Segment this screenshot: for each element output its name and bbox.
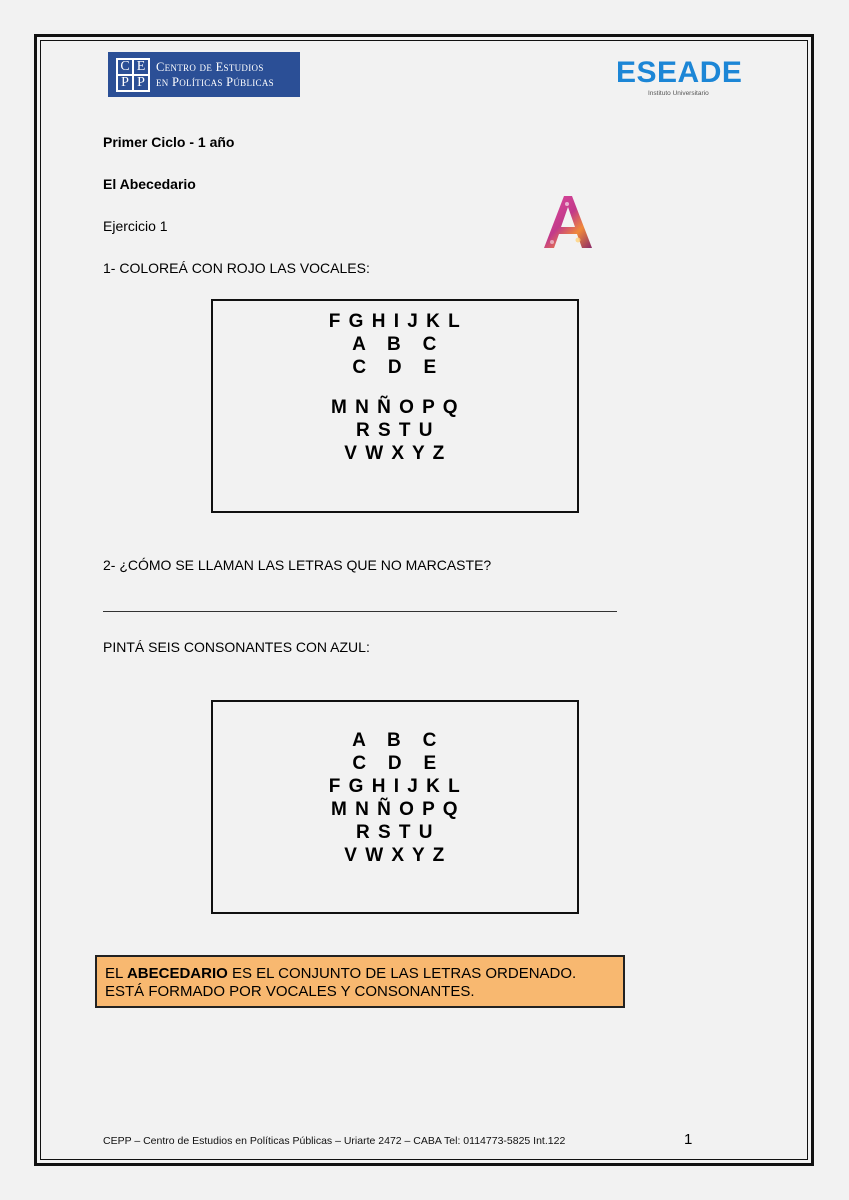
exercise-label: Ejercicio 1 bbox=[103, 218, 168, 234]
letter-row: C D E bbox=[352, 357, 438, 378]
eseade-logo-subtitle: Instituto Universitario bbox=[648, 90, 709, 97]
letters-box-2 bbox=[211, 700, 579, 914]
cepp-logo-line1: Centro de Estudios bbox=[156, 59, 264, 74]
question-2-prompt: 2- ¿CÓMO SE LLAMAN LAS LETRAS QUE NO MARCASTE? bbox=[103, 557, 492, 573]
topic-title: El Abecedario bbox=[103, 176, 196, 192]
cepp-letter: E bbox=[133, 59, 149, 75]
answer-line[interactable] bbox=[103, 611, 617, 612]
decorative-letter-a-image bbox=[538, 192, 598, 252]
letters-box-1 bbox=[211, 299, 579, 513]
letter-row: A B C bbox=[352, 730, 438, 751]
letters-group bbox=[213, 729, 577, 867]
question-3-prompt: PINTÁ SEIS CONSONANTES CON AZUL: bbox=[103, 639, 370, 655]
letter-row: F G H I J K L bbox=[328, 776, 462, 797]
letters-group-top bbox=[213, 310, 577, 379]
cepp-letter: C bbox=[117, 59, 133, 75]
letter-row: A B C bbox=[352, 334, 438, 355]
footer-text: CEPP – Centro de Estudios en Políticas Públicas – Uriarte 2472 – CABA Tel: 0114773-5825 Int.122 bbox=[103, 1135, 566, 1147]
letter-row: M N Ñ O P Q bbox=[330, 397, 460, 418]
cepp-logo bbox=[108, 52, 300, 97]
cepp-letter: P bbox=[117, 75, 133, 91]
letter-row: M N Ñ O P Q bbox=[330, 799, 460, 820]
letter-row: C D E bbox=[352, 753, 438, 774]
letter-row: F G H I J K L bbox=[328, 311, 462, 332]
cepp-logo-mark bbox=[116, 58, 150, 92]
letter-row: R S T U bbox=[355, 420, 435, 441]
cepp-letter: P bbox=[133, 75, 149, 91]
letter-row: V W X Y Z bbox=[344, 443, 446, 464]
letters-group-bottom bbox=[213, 396, 577, 465]
definition-keyword: ABECEDARIO bbox=[126, 965, 228, 982]
cepp-logo-line2: en Políticas Públicas bbox=[156, 74, 274, 89]
cycle-title: Primer Ciclo - 1 año bbox=[103, 134, 235, 150]
question-1-prompt: 1- COLOREÁ CON ROJO LAS VOCALES: bbox=[103, 260, 370, 276]
page-number: 1 bbox=[684, 1131, 693, 1148]
cepp-logo-text bbox=[156, 60, 274, 90]
definition-box bbox=[95, 955, 625, 1008]
definition-prefix: EL bbox=[105, 965, 127, 982]
definition-suffix: ES EL CONJUNTO DE LAS LETRAS ORDENADO. bbox=[227, 965, 577, 982]
letter-row: R S T U bbox=[355, 822, 435, 843]
letter-row: V W X Y Z bbox=[344, 845, 446, 866]
definition-line-2: ESTÁ FORMADO POR VOCALES Y CONSONANTES. bbox=[105, 983, 475, 1000]
definition-line-1 bbox=[105, 965, 623, 983]
eseade-logo-name: ESEADE bbox=[616, 56, 743, 89]
